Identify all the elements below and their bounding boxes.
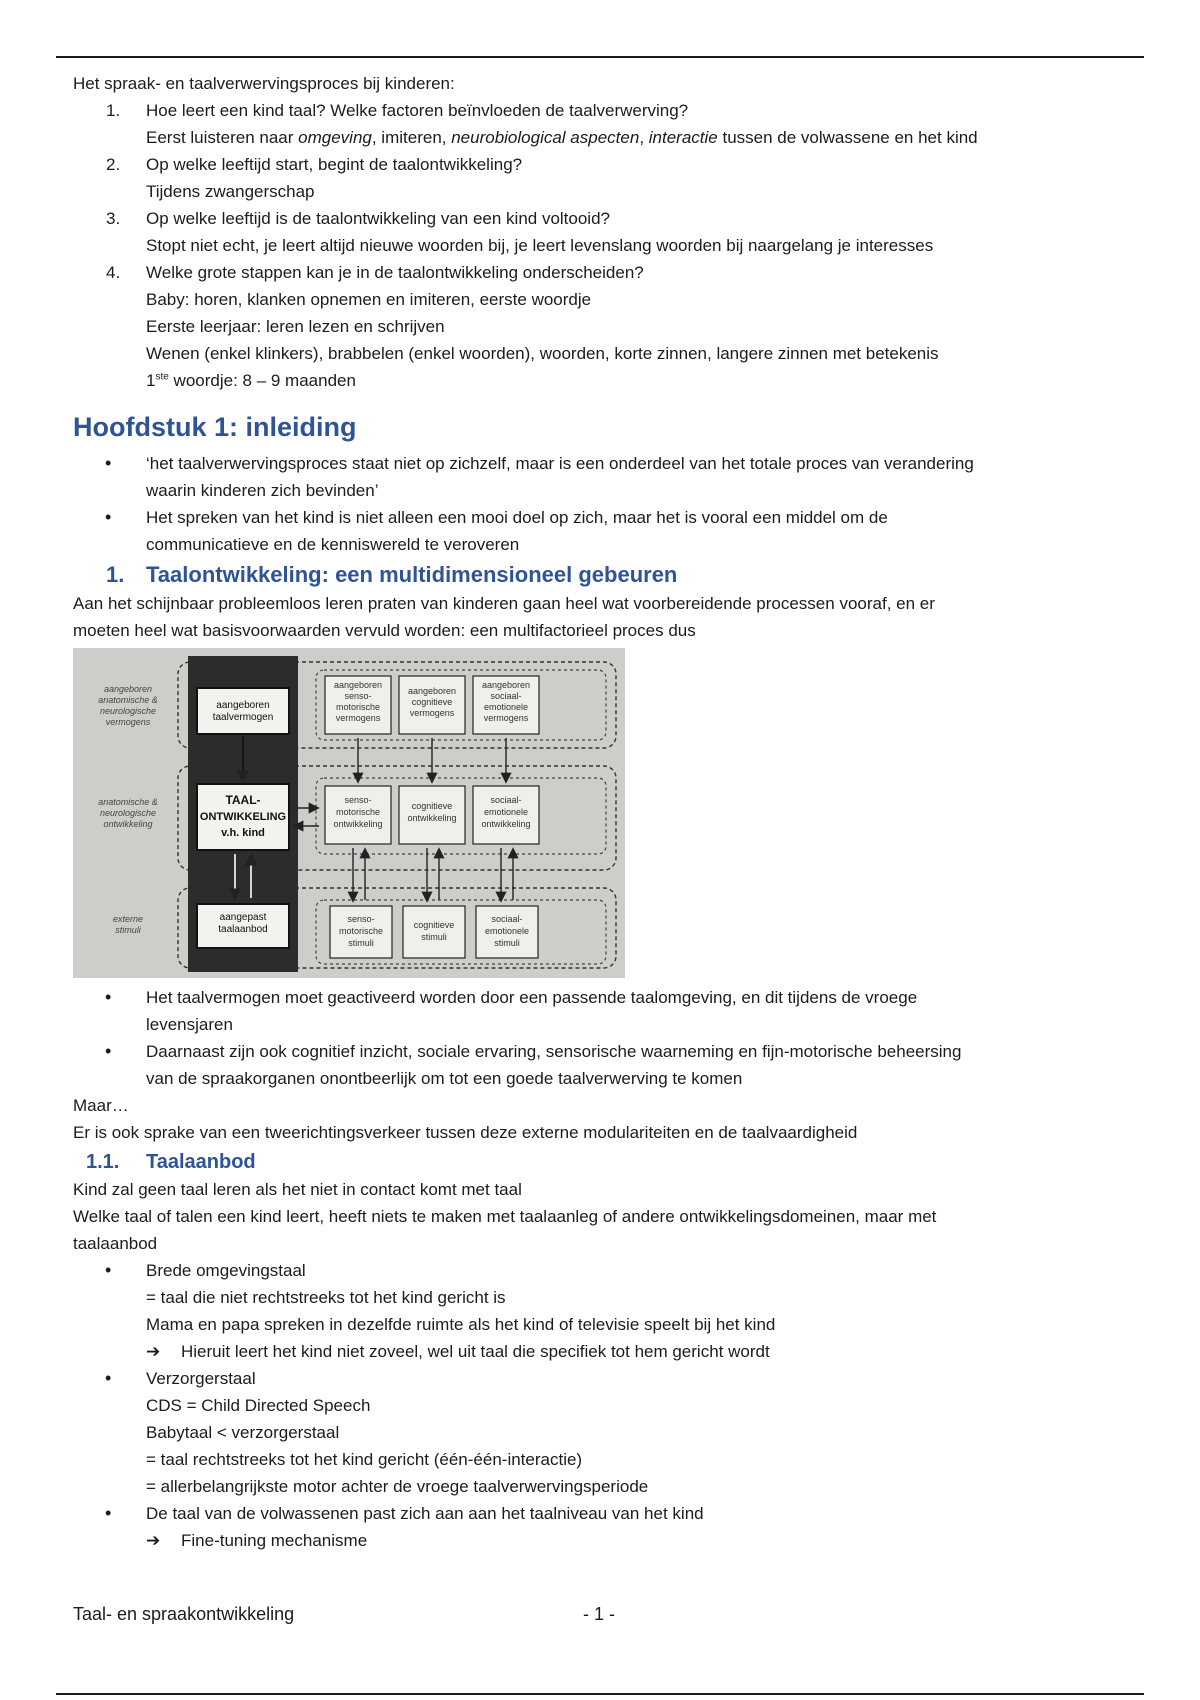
- box-label: cognitieve: [411, 801, 453, 811]
- bullet-text: = taal rechtstreeks tot het kind gericht (één-één-interactie): [146, 1450, 583, 1469]
- answer-part: 1: [146, 371, 156, 390]
- bullet-text: Brede omgevingstaal: [146, 1261, 306, 1280]
- answer-text: Wenen (enkel klinkers), brabbelen (enkel woorden), woorden, korte zinnen, langere zinnen met betekenis: [146, 344, 939, 363]
- list-number: 4.: [106, 263, 121, 282]
- bullet-text: Mama en papa spreken in dezelfde ruimte als het kind of televisie speelt bij het kind: [146, 1315, 776, 1334]
- box-label: stimuli: [348, 938, 374, 948]
- center-box-top: [197, 688, 289, 734]
- bullet-icon: •: [105, 1041, 112, 1061]
- bullet-item: [73, 1038, 1143, 1092]
- intro-item-4: [73, 259, 1143, 394]
- bullet-text: Het taalvermogen moet geactiveerd worden door een passende taalomgeving, en dit tijdens de vroege: [146, 988, 918, 1007]
- arrow-item: [73, 1338, 1143, 1365]
- bullet-item: [73, 1365, 1143, 1500]
- bullet-text: Het spreken van het kind is niet alleen een mooi doel op zich, maar het is vooral een middel om de: [146, 508, 888, 527]
- box-label: vermogens: [409, 708, 455, 718]
- bullet-text: De taal van de volwassenen past zich aan aan het taalniveau van het kind: [146, 1504, 704, 1523]
- page-content: [73, 70, 1143, 1554]
- list-number: 3.: [106, 209, 121, 228]
- bullet-text: = taal die niet rechtstreeks tot het kind gericht is: [146, 1288, 506, 1307]
- row-label: ontwikkeling: [103, 819, 153, 829]
- box-label: sociaal-: [490, 795, 522, 805]
- box-label: senso-: [344, 795, 372, 805]
- answer-emphasis: interactie: [648, 128, 718, 147]
- answer-part: , imiteren,: [371, 128, 452, 147]
- footer-rule: [56, 1693, 1144, 1695]
- row-label: externe: [112, 914, 144, 924]
- bullet-item: [73, 1257, 1143, 1338]
- box-label: vermogens: [335, 713, 381, 723]
- bullet-item: [73, 504, 1143, 558]
- center-label: TAAL-: [225, 793, 261, 807]
- row-label: anatomische &: [98, 695, 158, 705]
- bullet-text: = allerbelangrijkste motor achter de vroege taalverwervingsperiode: [146, 1477, 649, 1496]
- row-label: neurologische: [99, 706, 157, 716]
- box-label: stimuli: [494, 938, 520, 948]
- bullet-icon: •: [105, 507, 112, 527]
- bullet-item: [73, 984, 1143, 1038]
- box-label: senso-: [344, 691, 372, 701]
- answer-text: [73, 367, 1143, 394]
- answer-text: Tijdens zwangerschap: [146, 182, 315, 201]
- box-label: sociaal-: [490, 691, 522, 701]
- box-label: emotionele: [483, 702, 529, 712]
- list-number: 1.: [106, 101, 121, 120]
- box-label: stimuli: [421, 932, 447, 942]
- box-label: cognitieve: [413, 920, 455, 930]
- box-label: aangeboren: [481, 680, 531, 690]
- diagram-svg: [73, 648, 625, 978]
- paragraph-text: Er is ook sprake van een tweerichtingsverkeer tussen deze externe modulariteiten en de taalvaardigheid: [73, 1123, 858, 1142]
- answer-text: Stopt niet echt, je leert altijd nieuwe woorden bij, je leert levenslang woorden bij naargelang je interesses: [146, 236, 934, 255]
- superscript: ste: [155, 371, 169, 383]
- answer-text: Baby: horen, klanken opnemen en imiteren, eerste woordje: [146, 290, 592, 309]
- bullet-icon: •: [105, 987, 112, 1007]
- bullet-text: waarin kinderen zich bevinden’: [146, 481, 379, 500]
- arrow-right-icon: ➔: [146, 1342, 161, 1361]
- row-label: stimuli: [115, 925, 141, 935]
- bullet-text: Daarnaast zijn ook cognitief inzicht, sociale ervaring, sensorische waarneming en fijn-motorische beheersing: [146, 1042, 962, 1061]
- answer-part: woordje: 8 – 9 maanden: [168, 371, 356, 390]
- bullet-item: [73, 1500, 1143, 1527]
- answer-text: [73, 124, 1143, 151]
- box-label: aangeboren: [407, 686, 457, 696]
- center-label: v.h. kind: [221, 827, 265, 839]
- answer-part: ,: [639, 128, 649, 147]
- answer-part: Eerst luisteren naar: [146, 128, 299, 147]
- answer-part: tussen de volwassene en het kind: [717, 128, 978, 147]
- box-label: emotionele: [483, 807, 529, 817]
- row-label: vermogens: [105, 717, 151, 727]
- answer-emphasis: omgeving: [298, 128, 372, 147]
- arrow-item: [73, 1527, 1143, 1554]
- box-label: motorische: [335, 702, 381, 712]
- bullet-icon: •: [105, 1503, 112, 1523]
- bullet-text: CDS = Child Directed Speech: [146, 1396, 371, 1415]
- bullet-icon: •: [105, 1368, 112, 1388]
- bullet-text: Babytaal < verzorgerstaal: [146, 1423, 340, 1442]
- bullet-icon: •: [105, 1260, 112, 1280]
- bullet-icon: •: [105, 453, 112, 473]
- question-text: Hoe leert een kind taal? Welke factoren beïnvloeden de taalverwerving?: [146, 101, 689, 120]
- row-label: anatomische &: [98, 797, 158, 807]
- bullet-text: Verzorgerstaal: [146, 1369, 256, 1388]
- paragraph-text: taalaanbod: [73, 1234, 158, 1253]
- box-label: sociaal-: [491, 914, 523, 924]
- center-label: taalaanbod: [218, 924, 268, 935]
- footer-title: Taal- en spraakontwikkeling: [73, 1604, 295, 1624]
- center-label: aangeboren: [216, 700, 270, 711]
- box-label: cognitieve: [411, 697, 453, 707]
- answer-emphasis: neurobiological aspecten: [451, 128, 640, 147]
- box-label: vermogens: [483, 713, 529, 723]
- box-label: emotionele: [484, 926, 530, 936]
- paragraph-text: moeten heel wat basisvoorwaarden vervuld worden: een multifactorieel proces dus: [73, 621, 696, 640]
- subsection-title: Taalaanbod: [146, 1151, 256, 1173]
- center-label: aangepast: [219, 912, 267, 923]
- section-heading: [73, 560, 1143, 590]
- bullet-text: levensjaren: [146, 1015, 233, 1034]
- box-label: aangeboren: [333, 680, 383, 690]
- intro-title: Het spraak- en taalverwervingsproces bij kinderen:: [73, 74, 455, 93]
- box-label: ontwikkeling: [481, 819, 531, 829]
- diagram-figure: [73, 648, 625, 978]
- paragraph-text: Welke taal of talen een kind leert, heeft niets te maken met taalaanleg of andere ontwikkelingsdomeinen, maar met: [73, 1207, 937, 1226]
- intro-item-3: [73, 205, 1143, 259]
- paragraph-text: Aan het schijnbaar probleemloos leren praten van kinderen gaan heel wat voorbereidende processen vooraf, en er: [73, 594, 935, 613]
- header-rule: [56, 56, 1144, 58]
- intro-item-1: [73, 97, 1143, 151]
- box-label: senso-: [347, 914, 375, 924]
- center-label: ONTWIKKELING: [199, 811, 287, 823]
- box-label: motorische: [338, 926, 384, 936]
- intro-item-2: [73, 151, 1143, 205]
- question-text: Op welke leeftijd start, begint de taalontwikkeling?: [146, 155, 523, 174]
- arrow-text: Fine-tuning mechanisme: [181, 1531, 368, 1550]
- section-number: 1.: [106, 562, 125, 587]
- page-number: - 1 -: [583, 1604, 616, 1624]
- subsection-heading: [73, 1148, 1143, 1176]
- row-label: aangeboren: [103, 684, 153, 694]
- list-number: 2.: [106, 155, 121, 174]
- paragraph-text: Maar…: [73, 1096, 129, 1115]
- box-label: motorische: [335, 807, 381, 817]
- bullet-text: ‘het taalverwervingsproces staat niet op zichzelf, maar is een onderdeel van het totale proces van verandering: [146, 454, 974, 473]
- row-label: neurologische: [99, 808, 157, 818]
- bullet-text: communicatieve en de kenniswereld te veroveren: [146, 535, 520, 554]
- section-title: Taalontwikkeling: een multidimensioneel gebeuren: [146, 562, 678, 587]
- bullet-item: [73, 450, 1143, 504]
- arrow-right-icon: ➔: [146, 1531, 161, 1550]
- subsection-number: 1.1.: [86, 1151, 120, 1173]
- page-footer: [73, 1604, 1143, 1625]
- chapter-heading: Hoofdstuk 1: inleiding: [73, 412, 357, 442]
- box-label: ontwikkeling: [407, 813, 457, 823]
- bullet-text: van de spraakorganen onontbeerlijk om tot een goede taalverwerving te komen: [146, 1069, 743, 1088]
- center-label: taalvermogen: [212, 712, 274, 723]
- answer-text: Eerste leerjaar: leren lezen en schrijven: [146, 317, 445, 336]
- paragraph-text: Kind zal geen taal leren als het niet in contact komt met taal: [73, 1180, 522, 1199]
- question-text: Op welke leeftijd is de taalontwikkeling van een kind voltooid?: [146, 209, 610, 228]
- question-text: Welke grote stappen kan je in de taalontwikkeling onderscheiden?: [146, 263, 644, 282]
- box-label: ontwikkeling: [333, 819, 383, 829]
- arrow-text: Hieruit leert het kind niet zoveel, wel uit taal die specifiek tot hem gericht wordt: [181, 1342, 770, 1361]
